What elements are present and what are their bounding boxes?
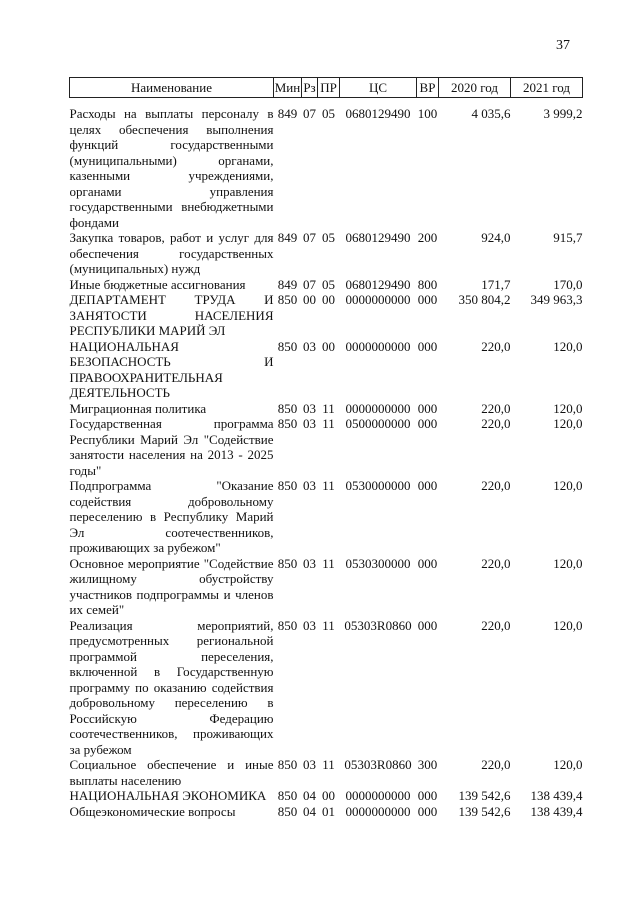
table-row [70,804,583,820]
cell-pr: 00 [322,292,335,307]
cell-cs: 0530300000 [345,555,411,571]
table-body [70,98,583,820]
cell-name: Подпрограмма "Оказание содействия добровольному переселению в Республику Марий Эл соотечественников, проживающих за рубежом" [69,478,274,555]
cell-cs: 0680129490 [345,276,411,292]
cell-min: 850 [277,617,298,633]
cell-2020: 220,0 [481,757,511,772]
cell-pr: 05 [322,276,335,292]
cell-cs: 0530000000 [345,478,411,493]
cell-2021: 120,0 [553,757,583,772]
cell-2020: 220,0 [481,478,511,493]
cell-pr: 00 [322,338,335,354]
header-vr: ВР [417,78,439,98]
cell-pr: 11 [322,478,335,493]
cell-pr: 05 [322,106,335,121]
table-header-row [70,78,583,98]
cell-name: Государственная программа Республики Марий Эл "Содействие занятости населения на 2013 - 2025 годы" [69,416,274,478]
table-row [70,277,583,293]
cell-min: 849 [277,230,298,245]
cell-cs: 05303R0860 [344,757,412,772]
cell-cs: 0000000000 [345,788,411,803]
cell-2021: 349 963,3 [530,292,583,307]
header-min: Мин [274,78,302,98]
cell-vr: 000 [417,617,438,633]
table-row [70,757,583,788]
cell-name: Миграционная политика [69,400,207,416]
cell-min: 850 [277,478,298,493]
header-name: Наименование [70,78,274,98]
cell-2020: 4 035,6 [471,106,511,121]
cell-name: Социальное обеспечение и иные выплаты населению [69,757,274,788]
cell-rz: 00 [303,292,316,307]
cell-vr: 000 [417,338,438,354]
cell-min: 849 [277,276,298,292]
cell-min: 850 [277,416,298,431]
cell-cs: 0680129490 [345,230,411,245]
cell-min: 850 [277,788,298,803]
table-row [70,788,583,804]
cell-rz: 03 [303,338,316,354]
cell-2020: 220,0 [481,416,511,431]
cell-cs: 0000000000 [345,400,411,416]
cell-name: НАЦИОНАЛЬНАЯ БЕЗОПАСНОСТЬ И ПРАВООХРАНИТЕЛЬНАЯ ДЕЯТЕЛЬНОСТЬ [69,338,274,400]
cell-2021: 3 999,2 [543,106,583,121]
cell-2020: 350 804,2 [458,292,511,307]
cell-min: 850 [277,555,298,571]
cell-name: ДЕПАРТАМЕНТ ТРУДА И ЗАНЯТОСТИ НАСЕЛЕНИЯ РЕСПУБЛИКИ МАРИЙ ЭЛ [69,292,274,338]
cell-vr: 000 [417,416,438,431]
cell-cs: 0000000000 [345,338,411,354]
cell-vr: 200 [417,230,438,245]
table-row [70,618,583,758]
cell-2021: 138 439,4 [530,788,583,803]
header-cs: ЦС [340,78,417,98]
cell-vr: 100 [417,106,438,121]
cell-vr: 300 [417,757,438,772]
cell-pr: 11 [322,416,335,431]
cell-rz: 03 [303,617,316,633]
cell-2021: 120,0 [553,478,583,493]
cell-min: 850 [277,400,298,416]
cell-pr: 00 [322,788,335,803]
cell-2021: 120,0 [553,338,583,354]
cell-2020: 924,0 [481,230,511,245]
cell-2020: 220,0 [481,338,511,354]
cell-rz: 03 [303,416,316,431]
cell-vr: 800 [417,276,438,292]
cell-rz: 03 [303,555,316,571]
budget-table [69,77,583,819]
cell-rz: 04 [303,803,316,819]
cell-vr: 000 [417,555,438,571]
cell-pr: 11 [322,555,335,571]
header-2020: 2020 год [439,78,511,98]
table-row [70,478,583,556]
cell-name: Основное мероприятие "Содействие жилищному обустройству участников подпрограммы и членов их семей" [69,555,274,617]
cell-pr: 01 [322,803,335,819]
cell-cs: 0000000000 [345,803,411,819]
table-row [70,230,583,277]
cell-rz: 03 [303,400,316,416]
cell-2020: 139 542,6 [458,788,511,803]
cell-cs: 05303R0860 [344,617,412,633]
cell-vr: 000 [417,292,438,307]
cell-pr: 11 [322,617,335,633]
cell-cs: 0680129490 [345,106,411,121]
cell-pr: 05 [322,230,335,245]
cell-2021: 915,7 [553,230,583,245]
cell-vr: 000 [417,478,438,493]
cell-2021: 138 439,4 [530,803,583,819]
cell-name: Закупка товаров, работ и услуг для обеспечения государственных (муниципальных) нужд [69,230,274,276]
cell-vr: 000 [417,788,438,803]
cell-min: 850 [277,338,298,354]
cell-2021: 120,0 [553,400,583,416]
cell-2020: 171,7 [481,276,511,292]
cell-name: Расходы на выплаты персоналу в целях обеспечения выполнения функций государственными (муниципальными) органами, казенными учреждениями, органами управления государственными внебюджетными фондами [69,106,274,230]
cell-rz: 03 [303,757,316,772]
cell-pr: 11 [322,400,335,416]
cell-2021: 120,0 [553,555,583,571]
cell-vr: 000 [417,803,438,819]
cell-rz: 07 [303,106,316,121]
cell-name: Общеэкономические вопросы [69,803,236,819]
cell-min: 850 [277,803,298,819]
cell-min: 850 [277,292,298,307]
header-2021: 2021 год [511,78,583,98]
cell-rz: 03 [303,478,316,493]
cell-min: 850 [277,757,298,772]
header-rz: Рз [302,78,318,98]
cell-2020: 220,0 [481,400,511,416]
table-row [70,556,583,618]
cell-vr: 000 [417,400,438,416]
table-row [70,292,583,339]
cell-name: Реализация мероприятий, предусмотренных региональной программой переселения, включенной в Государственную программу по оказанию содействия добровольному переселению в Российскую Федерацию соотечественников, проживающих за рубежом [69,617,274,757]
cell-rz: 07 [303,276,316,292]
cell-2021: 120,0 [553,617,583,633]
table-row [70,416,583,478]
table-row [70,339,583,401]
cell-rz: 04 [303,788,316,803]
cell-cs: 0500000000 [345,416,411,431]
cell-rz: 07 [303,230,316,245]
cell-cs: 0000000000 [345,292,411,307]
cell-2020: 220,0 [481,617,511,633]
cell-2021: 120,0 [553,416,583,431]
table-row [70,401,583,417]
cell-pr: 11 [322,757,335,772]
cell-name: НАЦИОНАЛЬНАЯ ЭКОНОМИКА [69,788,267,803]
page-number: 37 [556,38,570,53]
table-row [70,98,583,231]
cell-2021: 170,0 [553,276,583,292]
cell-2020: 220,0 [481,555,511,571]
cell-min: 849 [277,106,298,121]
cell-2020: 139 542,6 [458,803,511,819]
header-pr: ПР [318,78,340,98]
cell-name: Иные бюджетные ассигнования [69,276,246,292]
